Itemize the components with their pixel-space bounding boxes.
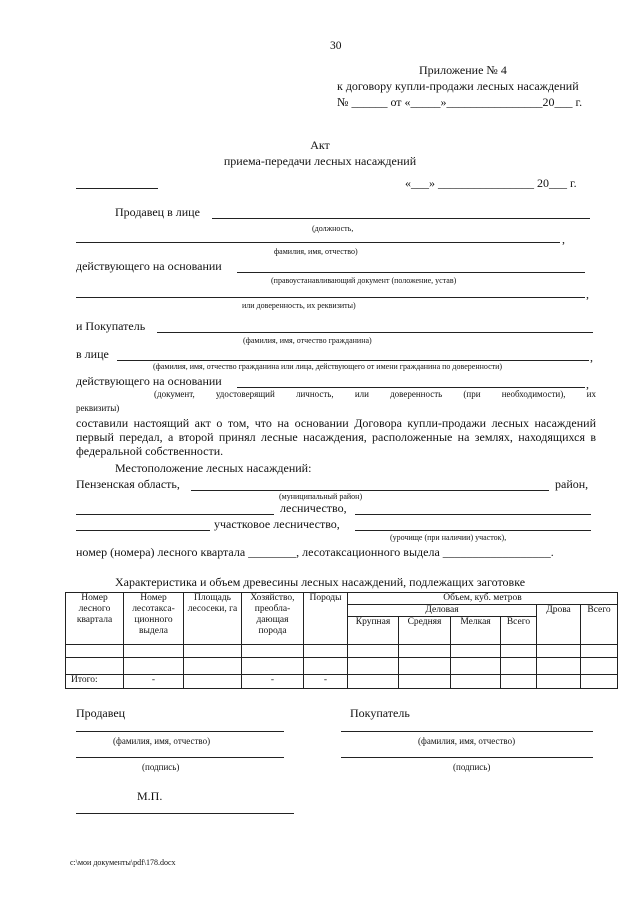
seller-power-blank[interactable] — [76, 297, 585, 298]
seller-sign-hint: (подпись) — [142, 762, 180, 772]
col-firewood-header: Дрова — [537, 605, 581, 645]
seller-doc-hint: (правоустанавливающий документ (положение, устав) — [271, 276, 457, 285]
col-division-header: Номер лесотакса-ционного выдела — [124, 593, 184, 645]
buyer-sign-blank[interactable] — [341, 757, 593, 758]
buyer-requisites-hint: реквизиты) — [76, 403, 120, 413]
seller-doc-blank[interactable] — [237, 272, 585, 273]
col-total-header: Всего — [581, 605, 618, 645]
table-total-row — [66, 675, 618, 689]
buyer-name-hint: (фамилия, имя, отчество гражданина) — [243, 336, 372, 345]
district-blank[interactable] — [191, 490, 549, 491]
location-label: Местоположение лесных насаждений: — [115, 461, 312, 475]
seller-fio-blank[interactable] — [76, 731, 284, 732]
seller-label: Продавец в лице — [115, 205, 200, 219]
region-label: Пензенская область, — [76, 477, 180, 491]
col-large-header: Крупная — [348, 617, 399, 645]
quarter-line: номер (номера) лесного квартала ________, лесотаксационного выдела __________________. — [76, 545, 554, 559]
district-suffix: район, — [555, 477, 589, 491]
total-farm-dash: - — [242, 675, 304, 689]
forestry-blank[interactable] — [76, 514, 274, 515]
col-commercial-header: Деловая — [348, 605, 537, 617]
seller-name-blank[interactable] — [76, 242, 560, 243]
seller-sign-blank[interactable] — [76, 757, 284, 758]
col-total-commercial-header: Всего — [501, 617, 537, 645]
buyer-doc-hint: (документ, удостоверящий личность, или доверенность (при необходимости), их — [154, 389, 596, 399]
table-caption: Характеристика и объем древесины лесных насаждений, подлежащих заготовке — [115, 575, 526, 589]
appendix-subtitle: к договору купли-продажи лесных насаждений — [337, 79, 579, 93]
seller-acting-label: действующего на основании — [76, 259, 222, 273]
buyer-person-label: в лице — [76, 347, 109, 361]
col-medium-header: Средняя — [399, 617, 451, 645]
act-paragraph: составили настоящий акт о том, что на основании Договора купли-продажи лесных насаждений первый передал, а второй принял лесные насаждения, расположенные на землях, находящихся в федеральной собственности. — [76, 416, 596, 458]
col-area-header: Площадь лесосеки, га — [184, 593, 242, 645]
buyer-person-blank[interactable] — [117, 360, 589, 361]
act-date-line: «___» ________________ 20___ г. — [405, 176, 577, 190]
comma: , — [562, 232, 565, 246]
volume-table — [65, 592, 618, 689]
appendix-title: Приложение № 4 — [419, 63, 507, 77]
stamp-label: М.П. — [137, 789, 163, 803]
buyer-sign-hint: (подпись) — [453, 762, 491, 772]
total-division-dash: - — [124, 675, 184, 689]
buyer-person-hint: (фамилия, имя, отчество гражданина или лица, действующего от имени гражданина по доверенности) — [153, 362, 503, 371]
comma: , — [586, 377, 589, 391]
section-forestry-blank[interactable] — [76, 530, 210, 531]
footer-path: c:\мои документы\pdf\178.docx — [70, 858, 176, 867]
total-label: Итого: — [66, 675, 124, 689]
page-number: 30 — [330, 40, 342, 52]
section-forestry-suffix: участковое лесничество, — [214, 517, 340, 531]
table-row[interactable] — [66, 645, 618, 658]
col-quarter-header: Номер лесного квартала — [66, 593, 124, 645]
buyer-fio-hint: (фамилия, имя, отчество) — [418, 736, 516, 746]
col-small-header: Мелкая — [451, 617, 501, 645]
total-species-dash: - — [304, 675, 348, 689]
seller-power-hint: или доверенность, их реквизиты) — [242, 301, 356, 310]
act-title: Акт — [310, 138, 330, 152]
buyer-fio-blank[interactable] — [341, 731, 593, 732]
col-volume-header: Объем, куб. метров — [348, 593, 618, 605]
seller-name-hint: фамилия, имя, отчество) — [274, 247, 358, 256]
forestry-extra-blank[interactable] — [355, 514, 591, 515]
buyer-name-blank[interactable] — [157, 332, 593, 333]
seller-signature-label: Продавец — [76, 706, 126, 720]
comma: , — [590, 350, 593, 364]
buyer-signature-label: Покупатель — [350, 706, 410, 720]
seller-position-blank[interactable] — [212, 218, 590, 219]
stamp-blank[interactable] — [76, 813, 294, 814]
seller-position-hint: (должность, — [312, 224, 354, 233]
act-subtitle: приема-передачи лесных насаждений — [223, 154, 417, 168]
buyer-acting-label: действующего на основании — [76, 374, 222, 388]
seller-fio-hint: (фамилия, имя, отчество) — [113, 736, 211, 746]
buyer-label: и Покупатель — [76, 319, 146, 333]
comma: , — [586, 287, 589, 301]
col-species-header: Породы — [304, 593, 348, 645]
district-hint: (муниципальный район) — [279, 492, 363, 501]
col-farm-header: Хозяйство, преобла-дающая порода — [242, 593, 304, 645]
tract-blank[interactable] — [355, 530, 591, 531]
tract-hint: (урочище (при наличии) участок), — [390, 533, 507, 542]
place-blank[interactable] — [76, 188, 158, 189]
table-row[interactable] — [66, 658, 618, 675]
appendix-number-line: № ______ от «_____»________________20___ г. — [337, 95, 583, 109]
forestry-suffix: лесничество, — [280, 501, 347, 515]
buyer-doc-blank[interactable] — [237, 387, 585, 388]
